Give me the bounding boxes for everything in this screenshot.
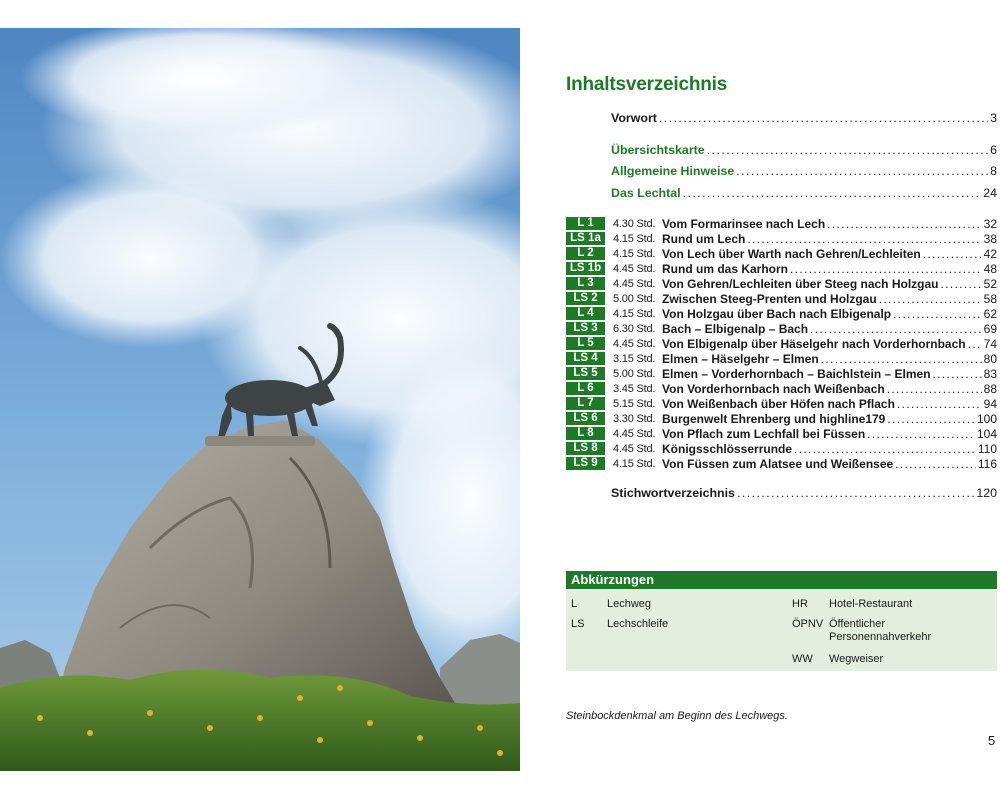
toc-entry-label: Übersichtskarte bbox=[611, 143, 705, 157]
abbr-key: HR bbox=[792, 598, 808, 610]
route-title: Königsschlösserrunde bbox=[662, 441, 793, 456]
abbr-value: Öffentlicher Personennahverkehr bbox=[829, 618, 932, 643]
dot-leader bbox=[887, 412, 975, 426]
dot-leader bbox=[794, 442, 976, 456]
dot-leader bbox=[790, 262, 982, 276]
toc-entry-lechtal[interactable] bbox=[611, 186, 997, 201]
route-code-badge: L 1 bbox=[566, 217, 605, 230]
route-title: Von Füssen zum Alatsee und Weißensee bbox=[662, 456, 894, 471]
route-duration: 4.45 Std. bbox=[613, 442, 656, 455]
abbr-key: LS bbox=[571, 618, 585, 630]
route-title: Von Vorderhornbach nach Weißenbach bbox=[662, 381, 885, 396]
route-title: Rund um das Karhorn bbox=[662, 261, 789, 276]
abbr-key: L bbox=[571, 598, 578, 610]
route-duration: 4.45 Std. bbox=[613, 427, 656, 440]
route-page: 80 bbox=[983, 351, 997, 366]
route-row[interactable] bbox=[566, 246, 997, 261]
route-page: 74 bbox=[983, 336, 997, 351]
dot-leader bbox=[887, 382, 982, 396]
route-page: 100 bbox=[976, 411, 997, 426]
route-code-badge: LS 1a bbox=[566, 232, 605, 245]
abbr-value: Hotel-Restaurant bbox=[829, 598, 913, 610]
route-code-badge: LS 1b bbox=[566, 262, 605, 275]
route-page: 83 bbox=[983, 366, 997, 381]
dot-leader bbox=[747, 232, 981, 246]
route-code-badge: LS 3 bbox=[566, 322, 605, 335]
dot-leader bbox=[707, 143, 988, 158]
dot-leader bbox=[683, 186, 982, 201]
dot-leader bbox=[897, 397, 982, 411]
toc-entry-page: 3 bbox=[990, 111, 997, 125]
abbr-value: Wegweiser bbox=[829, 653, 884, 665]
route-page: 62 bbox=[983, 306, 997, 321]
route-code-badge: L 7 bbox=[566, 397, 605, 410]
route-code-badge: L 5 bbox=[566, 337, 605, 350]
toc-title: Inhaltsverzeichnis bbox=[566, 74, 728, 95]
dot-leader bbox=[827, 217, 981, 231]
abbr-value: Lechweg bbox=[607, 598, 652, 610]
route-code-badge: L 3 bbox=[566, 277, 605, 290]
route-title: Zwischen Steeg-Prenten und Holzgau bbox=[662, 291, 877, 306]
route-page: 52 bbox=[983, 276, 997, 291]
route-title: Von Elbigenalp über Häselgehr nach Vorderhornbach bbox=[662, 336, 966, 351]
route-page: 42 bbox=[983, 246, 997, 261]
route-duration: 4.15 Std. bbox=[613, 232, 656, 245]
route-page: 88 bbox=[983, 381, 997, 396]
dot-leader bbox=[923, 247, 982, 261]
route-title: Bach – Elbigenalp – Bach bbox=[662, 321, 809, 336]
dot-leader bbox=[821, 352, 982, 366]
route-duration: 5.00 Std. bbox=[613, 367, 656, 380]
route-code-badge: LS 6 bbox=[566, 412, 605, 425]
route-title: Burgenwelt Ehrenberg und highline179 bbox=[662, 411, 886, 426]
route-duration: 4.15 Std. bbox=[613, 247, 656, 260]
route-page: 58 bbox=[983, 291, 997, 306]
route-title: Vom Formarinsee nach Lech bbox=[662, 216, 826, 231]
route-duration: 4.45 Std. bbox=[613, 277, 656, 290]
dot-leader bbox=[941, 277, 982, 291]
route-row[interactable] bbox=[566, 231, 997, 246]
toc-entry-label: Das Lechtal bbox=[611, 186, 681, 200]
route-page: 110 bbox=[977, 441, 997, 456]
route-page: 32 bbox=[983, 216, 997, 231]
route-row[interactable] bbox=[566, 441, 997, 456]
route-page: 116 bbox=[977, 456, 997, 471]
route-duration: 4.15 Std. bbox=[613, 457, 656, 470]
route-duration: 3.15 Std. bbox=[613, 352, 656, 365]
toc-entry-page: 8 bbox=[990, 164, 997, 178]
toc-entry-label: Vorwort bbox=[611, 111, 657, 125]
ibex-monument-photo bbox=[0, 28, 520, 771]
route-duration: 5.15 Std. bbox=[613, 397, 656, 410]
route-row[interactable] bbox=[566, 261, 997, 276]
route-row[interactable] bbox=[566, 456, 997, 471]
dot-leader bbox=[736, 164, 988, 179]
route-page: 104 bbox=[976, 426, 997, 441]
abbreviations-box bbox=[566, 571, 997, 671]
route-code-badge: L 2 bbox=[566, 247, 605, 260]
route-duration: 5.00 Std. bbox=[613, 292, 656, 305]
route-code-badge: L 8 bbox=[566, 427, 605, 440]
route-code-badge: LS 4 bbox=[566, 352, 605, 365]
route-row[interactable] bbox=[566, 321, 997, 336]
route-code-badge: LS 5 bbox=[566, 367, 605, 380]
dot-leader bbox=[933, 367, 982, 381]
route-row[interactable] bbox=[566, 351, 997, 366]
route-title: Rund um Lech bbox=[662, 231, 746, 246]
page-number: 5 bbox=[988, 733, 996, 748]
route-code-badge: L 6 bbox=[566, 382, 605, 395]
abbr-key: WW bbox=[792, 653, 813, 665]
route-code-badge: LS 2 bbox=[566, 292, 605, 305]
toc-entry-label: Stichwortverzeichnis bbox=[611, 486, 735, 500]
toc-entry-stichwortverzeichnis[interactable] bbox=[611, 486, 997, 501]
dot-leader bbox=[879, 292, 982, 306]
abbr-value: Lechschleife bbox=[607, 618, 669, 630]
route-code-badge: LS 9 bbox=[566, 457, 605, 470]
route-row[interactable] bbox=[566, 396, 997, 411]
toc-entry-vorwort[interactable] bbox=[611, 111, 997, 126]
route-row[interactable] bbox=[566, 216, 997, 231]
abbr-key: ÖPNV bbox=[792, 618, 824, 630]
toc-entry-label: Allgemeine Hinweise bbox=[611, 164, 735, 178]
route-title: Von Gehren/Lechleiten über Steeg nach Holzgau bbox=[662, 276, 939, 291]
route-title: Von Pflach zum Lechfall bei Füssen bbox=[662, 426, 866, 441]
route-title: Elmen – Vorderhornbach – Baichlstein – Elmen bbox=[662, 366, 931, 381]
route-duration: 3.30 Std. bbox=[613, 412, 656, 425]
route-title: Elmen – Häselgehr – Elmen bbox=[662, 351, 819, 366]
route-duration: 4.15 Std. bbox=[613, 307, 656, 320]
route-row[interactable] bbox=[566, 336, 997, 351]
toc-entry-page: 6 bbox=[990, 143, 997, 157]
dot-leader bbox=[810, 322, 982, 336]
route-title: Von Holzgau über Bach nach Elbigenalp bbox=[662, 306, 892, 321]
route-row[interactable] bbox=[566, 306, 997, 321]
route-row[interactable] bbox=[566, 411, 997, 426]
dot-leader bbox=[737, 486, 974, 501]
route-duration: 4.45 Std. bbox=[613, 337, 656, 350]
toc-entry-page: 120 bbox=[976, 486, 997, 500]
dot-leader bbox=[659, 111, 988, 126]
route-row[interactable] bbox=[566, 366, 997, 381]
toc-entry-page: 24 bbox=[983, 186, 997, 200]
route-row[interactable] bbox=[566, 426, 997, 441]
route-page: 38 bbox=[983, 231, 997, 246]
route-row[interactable] bbox=[566, 291, 997, 306]
route-page: 48 bbox=[983, 261, 997, 276]
route-row[interactable] bbox=[566, 276, 997, 291]
route-row[interactable] bbox=[566, 381, 997, 396]
dot-leader bbox=[968, 337, 982, 351]
abbreviations-title: Abkürzungen bbox=[566, 571, 997, 589]
route-page: 94 bbox=[983, 396, 997, 411]
route-code-badge: LS 8 bbox=[566, 442, 605, 455]
route-duration: 4.30 Std. bbox=[613, 217, 656, 230]
route-duration: 4.45 Std. bbox=[613, 262, 656, 275]
photo-caption: Steinbockdenkmal am Beginn des Lechwegs. bbox=[566, 710, 788, 722]
route-code-badge: L 4 bbox=[566, 307, 605, 320]
route-list bbox=[566, 216, 997, 471]
dot-leader bbox=[895, 457, 976, 471]
dot-leader bbox=[893, 307, 982, 321]
toc-entry-uebersichtskarte[interactable] bbox=[611, 143, 997, 158]
route-duration: 6.30 Std. bbox=[613, 322, 656, 335]
dot-leader bbox=[867, 427, 975, 441]
route-page: 69 bbox=[983, 321, 997, 336]
toc-entry-hinweise[interactable] bbox=[611, 164, 997, 179]
route-title: Von Weißenbach über Höfen nach Pflach bbox=[662, 396, 895, 411]
route-title: Von Lech über Warth nach Gehren/Lechleiten bbox=[662, 246, 921, 261]
route-duration: 3.45 Std. bbox=[613, 382, 656, 395]
